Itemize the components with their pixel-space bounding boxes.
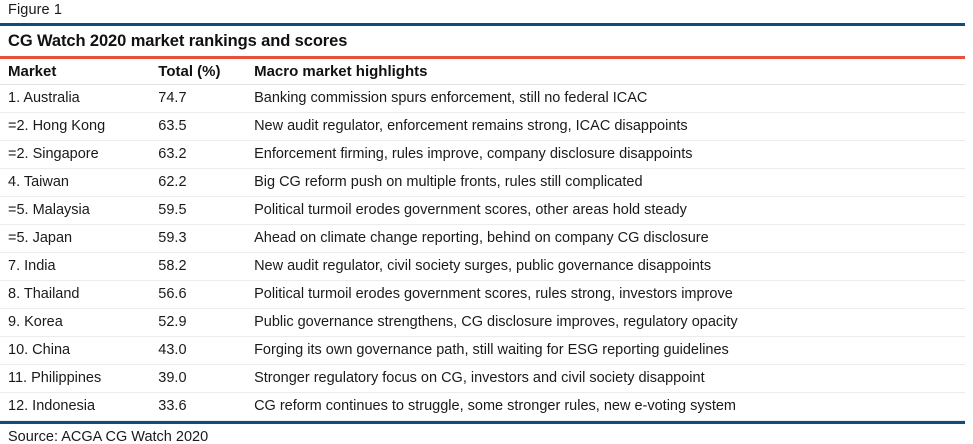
cell-macro-highlight: CG reform continues to struggle, some stronger rules, new e-voting system [254, 398, 736, 414]
table-row [0, 225, 965, 253]
table-row [0, 365, 965, 393]
column-header-highlights: Macro market highlights [254, 63, 428, 80]
cell-total-score: 62.2 [158, 174, 187, 190]
market-rankings-table [0, 59, 965, 84]
table-header [0, 59, 965, 84]
cell-market: =2. Hong Kong [8, 118, 106, 134]
cell-macro-highlight: New audit regulator, enforcement remains strong, ICAC disappoints [254, 118, 688, 134]
cell-market: =5. Japan [8, 230, 73, 246]
table-row [0, 85, 965, 113]
cell-macro-highlight: Political turmoil erodes government scores, other areas hold steady [254, 202, 687, 218]
table-header-row [0, 59, 965, 84]
table-row [0, 281, 965, 309]
cell-market: 10. China [8, 342, 71, 358]
cell-macro-highlight: New audit regulator, civil society surges, public governance disappoints [254, 258, 712, 274]
cell-market: 12. Indonesia [8, 398, 96, 414]
cell-market: 9. Korea [8, 314, 63, 330]
cell-macro-highlight: Political turmoil erodes government scores, rules strong, investors improve [254, 286, 733, 302]
table-row [0, 113, 965, 141]
cell-total-score: 33.6 [158, 398, 187, 414]
source-note: Source: ACGA CG Watch 2020 [8, 429, 209, 444]
cell-macro-highlight: Ahead on climate change reporting, behind on company CG disclosure [254, 230, 709, 246]
cell-macro-highlight: Public governance strengthens, CG disclosure improves, regulatory opacity [254, 314, 738, 330]
cell-total-score: 58.2 [158, 258, 187, 274]
figure-label: Figure 1 [8, 2, 62, 18]
cell-market: 4. Taiwan [8, 174, 69, 190]
cell-market: 1. Australia [8, 90, 80, 106]
table-row [0, 141, 965, 169]
market-rankings-body-table [0, 85, 965, 421]
cell-total-score: 59.5 [158, 202, 187, 218]
table-row [0, 197, 965, 225]
cell-total-score: 59.3 [158, 230, 187, 246]
table-row [0, 253, 965, 281]
table-row [0, 309, 965, 337]
figure-title: CG Watch 2020 market rankings and scores [8, 32, 348, 50]
cell-macro-highlight: Big CG reform push on multiple fronts, rules still complicated [254, 174, 643, 190]
cell-macro-highlight: Banking commission spurs enforcement, still no federal ICAC [254, 90, 648, 106]
column-header-market: Market [8, 63, 57, 80]
cell-macro-highlight: Forging its own governance path, still waiting for ESG reporting guidelines [254, 342, 729, 358]
table-row [0, 337, 965, 365]
cell-macro-highlight: Stronger regulatory focus on CG, investors and civil society disappoint [254, 370, 705, 386]
cell-macro-highlight: Enforcement firming, rules improve, company disclosure disappoints [254, 146, 693, 162]
cell-market: 11. Philippines [8, 370, 102, 386]
cell-total-score: 56.6 [158, 286, 187, 302]
table-row [0, 169, 965, 197]
cell-market: 7. India [8, 258, 56, 274]
cell-total-score: 39.0 [158, 370, 187, 386]
column-header-total: Total (%) [158, 63, 221, 80]
cell-total-score: 74.7 [158, 90, 187, 106]
cell-market: =2. Singapore [8, 146, 99, 162]
cell-total-score: 43.0 [158, 342, 187, 358]
cell-total-score: 63.2 [158, 146, 187, 162]
cell-market: 8. Thailand [8, 286, 80, 302]
table-body [0, 85, 965, 421]
table-row [0, 393, 965, 421]
cell-total-score: 63.5 [158, 118, 187, 134]
cell-total-score: 52.9 [158, 314, 187, 330]
cell-market: =5. Malaysia [8, 202, 90, 218]
